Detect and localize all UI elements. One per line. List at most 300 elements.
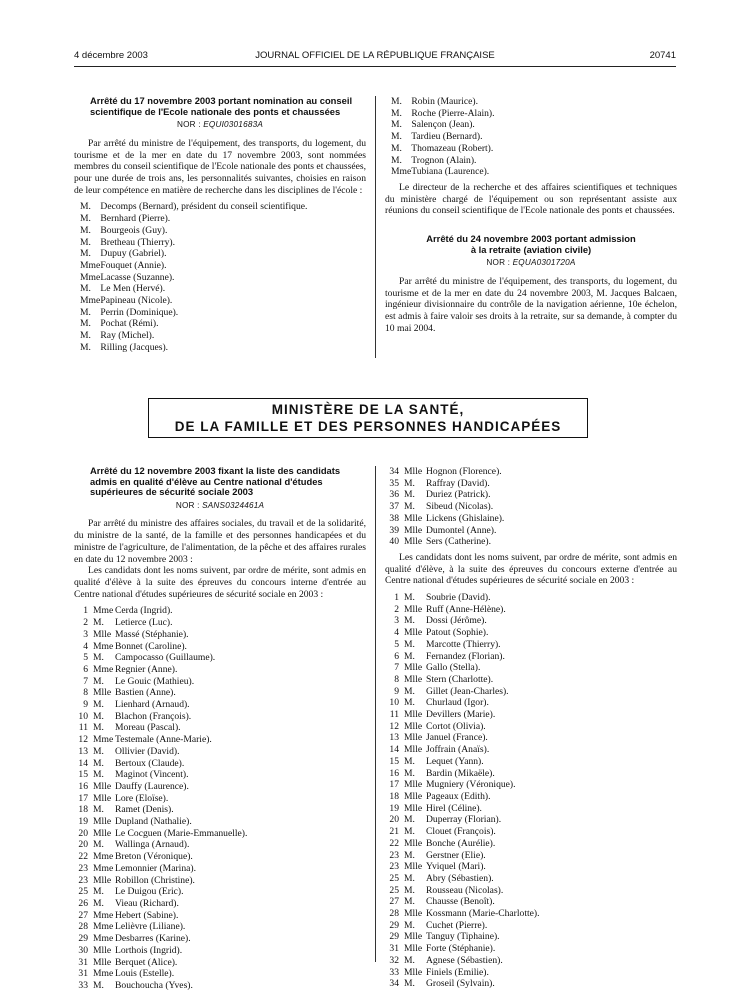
candidate-name: Raffray (David).	[426, 477, 490, 489]
candidate-name: Bertoux (Claude).	[115, 757, 185, 769]
civility: Mlle	[404, 779, 423, 791]
candidate-name: Dauffy (Laurence).	[115, 780, 189, 792]
candidate-name: Campocasso (Guillaume).	[115, 652, 216, 664]
member-entry	[74, 272, 366, 284]
civility: Mlle	[404, 744, 423, 756]
member-name: Trognon (Alain).	[411, 154, 477, 166]
rank-number: 10	[78, 710, 88, 722]
civility: M.	[93, 699, 104, 711]
header-journal-title: JOURNAL OFFICIEL DE LA RÉPUBLIQUE FRANÇAISE	[255, 50, 495, 61]
member-name: Dupuy (Gabriel).	[100, 248, 167, 260]
candidate-name: Ollivier (David).	[115, 745, 180, 757]
rank-number: 16	[78, 780, 88, 792]
civility: M.	[404, 919, 415, 931]
candidate-entry	[385, 732, 677, 744]
civility: M.	[80, 213, 91, 225]
candidate-name: Desbarres (Karine).	[115, 933, 191, 945]
civility: Mme	[80, 295, 101, 307]
civility: M.	[404, 592, 415, 604]
civility: M.	[93, 675, 104, 687]
candidate-entry	[74, 605, 366, 617]
candidate-name: Dupland (Nathalie).	[115, 816, 192, 828]
candidate-name: Breton (Véronique).	[115, 851, 193, 863]
candidate-entry	[74, 957, 366, 969]
candidate-entry	[385, 768, 677, 780]
civility: Mlle	[404, 943, 423, 955]
civility: M.	[93, 652, 104, 664]
rank-number: 21	[389, 826, 399, 838]
member-entry	[74, 318, 366, 330]
rank-number: 8	[83, 687, 88, 699]
civility: M.	[80, 341, 91, 353]
rank-number: 35	[389, 477, 399, 489]
candidate-entry	[385, 615, 677, 627]
rank-number: 9	[83, 699, 88, 711]
candidate-entry	[74, 851, 366, 863]
candidate-entry	[385, 791, 677, 803]
civility: Mlle	[404, 536, 423, 548]
member-name: Tubiana (Laurence).	[411, 166, 490, 178]
candidate-entry	[385, 489, 677, 501]
rank-number: 40	[389, 536, 399, 548]
candidate-entry	[385, 697, 677, 709]
civility: Mlle	[93, 780, 112, 792]
civility: M.	[404, 872, 415, 884]
article-retraite-nor	[385, 257, 677, 269]
candidate-entry	[385, 604, 677, 616]
rank-number: 29	[78, 933, 88, 945]
candidate-entry	[74, 722, 366, 734]
civility: M.	[391, 107, 402, 119]
rank-number: 33	[78, 979, 88, 991]
candidate-name: Stern (Charlotte).	[426, 673, 494, 685]
candidate-name: Patout (Sophie).	[426, 627, 489, 639]
candidate-name: Mugniery (Véronique).	[426, 779, 516, 791]
candidate-name: Churlaud (Igor).	[426, 697, 489, 709]
civility: Mlle	[404, 908, 423, 920]
rank-number: 20	[78, 839, 88, 851]
civility: M.	[404, 650, 415, 662]
candidate-entry	[74, 711, 366, 723]
rank-number: 5	[394, 638, 399, 650]
civility: M.	[93, 839, 104, 851]
candidate-entry	[385, 466, 677, 478]
rank-number: 27	[78, 909, 88, 921]
article-cnesss-paragraph-2: Les candidats dont les noms suivent, par ordre de mérite, sont admis en qualité d'élève à la suite des épreuves du concours interne d'entrée au Centre national d'études supérieures de sécurité sociale en 2003 :	[74, 565, 366, 600]
civility: Mlle	[93, 874, 112, 886]
members-list-continued	[385, 96, 677, 178]
nor-code: EQUI0301683A	[203, 120, 263, 130]
civility: M.	[93, 757, 104, 769]
rank-number: 14	[389, 744, 399, 756]
candidate-name: Tanguy (Tiphaine).	[426, 931, 500, 943]
civility: Mlle	[93, 687, 112, 699]
civility: Mlle	[404, 662, 423, 674]
candidate-name: Forte (Stéphanie).	[426, 943, 496, 955]
candidate-entry	[74, 945, 366, 957]
candidate-name: Lickens (Ghislaine).	[426, 512, 505, 524]
rank-number: 31	[78, 956, 88, 968]
candidate-name: Dossi (Jérôme).	[426, 615, 487, 627]
civility: M.	[391, 142, 402, 154]
civility: M.	[404, 978, 415, 990]
member-name: Roche (Pierre-Alain).	[411, 107, 495, 119]
candidate-name: Lelièvre (Liliane).	[115, 921, 186, 933]
rank-number: 23	[389, 849, 399, 861]
member-name: Lacasse (Suzanne).	[100, 271, 175, 283]
candidate-name: Joffrain (Anaïs).	[426, 744, 490, 756]
rank-number: 2	[394, 603, 399, 615]
candidate-name: Testemale (Anne-Marie).	[115, 734, 212, 746]
civility: Mlle	[93, 827, 112, 839]
candidate-name: Ruff (Anne-Hélène).	[426, 603, 506, 615]
member-name: Salençon (Jean).	[411, 119, 475, 131]
candidate-name: Devillers (Marie).	[426, 709, 496, 721]
member-name: Perrin (Dominique).	[100, 306, 179, 318]
civility: M.	[404, 501, 415, 513]
candidate-entry	[385, 756, 677, 768]
rank-number: 23	[78, 862, 88, 874]
candidate-name: Regnier (Anne).	[115, 663, 178, 675]
nor-label: NOR :	[177, 120, 201, 130]
candidate-name: Lemonnier (Marina).	[115, 862, 196, 874]
rank-number: 3	[83, 628, 88, 640]
member-entry	[74, 260, 366, 272]
member-entry	[74, 283, 366, 295]
candidate-name: Blachon (François).	[115, 710, 192, 722]
rank-number: 17	[78, 792, 88, 804]
civility: M.	[93, 897, 104, 909]
candidate-entry	[385, 686, 677, 698]
civility: M.	[404, 767, 415, 779]
candidate-name: Bonche (Aurélie).	[426, 837, 496, 849]
rank-number: 15	[78, 769, 88, 781]
rank-number: 31	[78, 968, 88, 980]
candidate-entry	[74, 699, 366, 711]
members-list	[74, 201, 366, 353]
article-cnesss	[74, 466, 366, 992]
civility: M.	[93, 979, 104, 991]
rank-number: 37	[389, 501, 399, 513]
candidate-name: Maginot (Vincent).	[115, 769, 189, 781]
candidate-entry	[74, 629, 366, 641]
civility: M.	[404, 814, 415, 826]
civility: Mme	[93, 909, 114, 921]
civility: M.	[93, 745, 104, 757]
rank-number: 39	[389, 524, 399, 536]
candidate-entry	[74, 898, 366, 910]
candidate-name: Fernandez (Florian).	[426, 650, 505, 662]
civility: M.	[404, 884, 415, 896]
rank-number: 23	[389, 861, 399, 873]
rank-number: 16	[389, 767, 399, 779]
candidate-name: Abry (Sébastien).	[426, 872, 494, 884]
article-retraite-paragraph: Par arrêté du ministre de l'équipement, des transports, du logement, du tourisme et de la mer en date du 24 novembre 2003, M. Jacques Balcaen, ingénieur divisionnaire du contrôle de la navigation aérienne, 10e échelon, est admis à faire valoir ses droits à la retraite, sur sa demande, à compter du 10 mai 2004.	[385, 275, 677, 334]
candidate-name: Berquet (Alice).	[115, 956, 178, 968]
nor-code: SANS0324461A	[202, 500, 265, 510]
rank-number: 18	[78, 804, 88, 816]
civility: Mme	[93, 968, 114, 980]
member-entry	[385, 166, 677, 178]
candidate-name: Soubrie (David).	[426, 592, 491, 604]
rank-number: 19	[389, 802, 399, 814]
candidate-entry	[385, 943, 677, 955]
article-cnesss-continued	[385, 466, 677, 990]
member-entry	[385, 155, 677, 167]
running-header	[74, 50, 676, 64]
candidate-entry	[385, 779, 677, 791]
civility: M.	[80, 248, 91, 260]
civility: M.	[80, 201, 91, 213]
candidate-name: Bastien (Anne).	[115, 687, 176, 699]
candidate-entry	[74, 687, 366, 699]
civility: M.	[404, 615, 415, 627]
rank-number: 4	[83, 640, 88, 652]
candidate-entry	[74, 734, 366, 746]
rank-number: 14	[78, 757, 88, 769]
member-name: Bourgeois (Guy).	[100, 224, 168, 236]
member-name: Fouquet (Annie).	[100, 259, 167, 271]
civility: M.	[391, 96, 402, 107]
candidate-entry	[74, 676, 366, 688]
rank-number: 20	[78, 827, 88, 839]
candidate-name: Cuchet (Pierre).	[426, 919, 488, 931]
candidate-name: Gillet (Jean-Charles).	[426, 685, 509, 697]
rank-number: 7	[394, 662, 399, 674]
candidate-entry	[385, 592, 677, 604]
candidate-entry	[74, 793, 366, 805]
ministry-name-line1: MINISTÈRE DE LA SANTÉ,	[271, 402, 465, 417]
member-entry	[385, 131, 677, 143]
civility: M.	[404, 849, 415, 861]
member-entry	[385, 143, 677, 155]
member-entry	[74, 295, 366, 307]
rank-number: 26	[78, 897, 88, 909]
rank-number: 13	[78, 745, 88, 757]
candidate-name: Ramet (Denis).	[115, 804, 174, 816]
member-entry	[74, 248, 366, 260]
header-date: 4 décembre 2003	[74, 50, 148, 61]
candidate-entry	[74, 769, 366, 781]
candidate-entry	[74, 664, 366, 676]
article-nomination-title: Arrêté du 17 novembre 2003 portant nomination au conseil scientifique de l'Ecole nationale des ponts et chaussées	[90, 95, 353, 117]
article-retraite-title-line2: à la retraite (aviation civile)	[470, 243, 592, 255]
candidate-entry	[385, 838, 677, 850]
candidate-entry	[385, 967, 677, 979]
civility: Mlle	[404, 861, 423, 873]
article-cnesss-title: Arrêté du 12 novembre 2003 fixant la liste des candidats admis en qualité d'élève au Centre national d'études supérieures de sécurité sociale 2003	[90, 465, 341, 498]
article-retraite-title	[385, 234, 677, 255]
header-page-number: 20741	[649, 50, 676, 61]
candidate-name: Lequet (Yann).	[426, 755, 484, 767]
candidate-name: Gerstner (Elie).	[426, 849, 486, 861]
rank-number: 2	[83, 617, 88, 629]
nor-label: NOR :	[486, 258, 511, 268]
rank-number: 25	[78, 886, 88, 898]
member-name: Bernhard (Pierre).	[100, 213, 171, 225]
rank-number: 33	[389, 966, 399, 978]
candidate-name: Yviquel (Mari).	[426, 861, 486, 873]
rank-number: 12	[389, 720, 399, 732]
candidate-name: Le Gouic (Mathieu).	[115, 675, 195, 687]
rank-number: 28	[78, 921, 88, 933]
rank-number: 9	[394, 685, 399, 697]
civility: M.	[93, 710, 104, 722]
civility: Mlle	[404, 720, 423, 732]
civility: Mlle	[404, 512, 423, 524]
rank-number: 23	[78, 874, 88, 886]
member-name: Ray (Michel).	[100, 330, 155, 342]
candidate-entry	[74, 804, 366, 816]
rank-number: 22	[389, 837, 399, 849]
candidate-name: Duriez (Patrick).	[426, 489, 491, 501]
nor-code: EQUA0301720A	[512, 258, 576, 268]
column-divider	[375, 96, 376, 358]
civility: M.	[80, 283, 91, 295]
civility: Mlle	[404, 603, 423, 615]
civility: Mlle	[404, 627, 423, 639]
candidate-entry	[74, 910, 366, 922]
ministry-name-line2: DE LA FAMILLE ET DES PERSONNES HANDICAPÉES	[174, 419, 562, 434]
candidate-name: Vieau (Richard).	[115, 897, 179, 909]
rank-number: 6	[394, 650, 399, 662]
candidate-entry	[385, 478, 677, 490]
article-nomination-closing: Le directeur de la recherche et des affaires scientifiques et techniques du ministère chargé de l'équipement ou son représentant assiste aux réunions du conseil scientifique de l'Ecole nationale des ponts et chaussées.	[385, 181, 677, 217]
civility: Mlle	[404, 732, 423, 744]
civility: M.	[80, 318, 91, 330]
civility: M.	[404, 896, 415, 908]
external-candidates-list	[385, 592, 677, 990]
candidate-name: Wallinga (Arnaud).	[115, 839, 190, 851]
civility: M.	[80, 224, 91, 236]
civility: M.	[391, 131, 402, 143]
member-name: Robin (Maurice).	[411, 96, 479, 107]
candidate-entry	[74, 921, 366, 933]
civility: Mme	[93, 663, 114, 675]
rank-number: 34	[389, 978, 399, 990]
candidate-entry	[385, 826, 677, 838]
candidate-name: Lienhard (Arnaud).	[115, 699, 190, 711]
candidate-entry	[385, 501, 677, 513]
rank-number: 1	[394, 592, 399, 604]
candidate-name: Chausse (Benoît).	[426, 896, 495, 908]
candidate-name: Robillon (Christine).	[115, 874, 195, 886]
civility: Mlle	[404, 802, 423, 814]
rank-number: 18	[389, 790, 399, 802]
civility: M.	[404, 954, 415, 966]
civility: M.	[404, 755, 415, 767]
civility: Mme	[80, 271, 101, 283]
candidate-name: Bonnet (Caroline).	[115, 640, 187, 652]
candidate-entry	[74, 746, 366, 758]
article-nomination	[74, 96, 366, 354]
rank-number: 6	[83, 663, 88, 675]
rank-number: 31	[389, 943, 399, 955]
candidate-entry	[74, 839, 366, 851]
candidate-entry	[385, 525, 677, 537]
rank-number: 25	[389, 884, 399, 896]
candidate-name: Hirel (Céline).	[426, 802, 482, 814]
civility: M.	[404, 826, 415, 838]
rank-number: 15	[389, 755, 399, 767]
candidate-entry	[385, 627, 677, 639]
civility: Mme	[93, 933, 114, 945]
civility: Mme	[93, 640, 114, 652]
candidate-entry	[385, 861, 677, 873]
candidate-entry	[385, 850, 677, 862]
member-entry	[385, 96, 677, 108]
rank-number: 32	[389, 954, 399, 966]
candidate-name: Bouchoucha (Yves).	[115, 979, 193, 991]
article-nomination-nor	[74, 119, 366, 131]
civility: M.	[404, 685, 415, 697]
rank-number: 25	[389, 872, 399, 884]
candidate-entry	[74, 886, 366, 898]
rank-number: 10	[389, 697, 399, 709]
article-cnesss-nor	[74, 500, 366, 512]
member-name: Le Men (Hervé).	[100, 283, 166, 295]
civility: M.	[80, 306, 91, 318]
civility: M.	[93, 722, 104, 734]
candidate-entry	[74, 863, 366, 875]
candidate-name: Januel (France).	[426, 732, 488, 744]
candidate-name: Rousseau (Nicolas).	[426, 884, 504, 896]
candidate-name: Finiels (Emilie).	[426, 966, 489, 978]
candidate-name: Cortot (Olivia).	[426, 720, 486, 732]
member-entry	[74, 213, 366, 225]
civility: Mlle	[93, 944, 112, 956]
candidate-entry	[74, 758, 366, 770]
civility: M.	[93, 804, 104, 816]
civility: Mlle	[93, 792, 112, 804]
candidate-name: Gallo (Stella).	[426, 662, 481, 674]
rank-number: 30	[78, 944, 88, 956]
candidate-entry	[385, 709, 677, 721]
civility: Mlle	[404, 837, 423, 849]
rank-number: 11	[78, 722, 88, 734]
rank-number: 29	[389, 919, 399, 931]
candidate-name: Sers (Catherine).	[426, 536, 492, 548]
civility: Mme	[93, 734, 114, 746]
civility: Mlle	[404, 524, 423, 536]
civility: Mlle	[404, 466, 423, 477]
rank-number: 29	[389, 931, 399, 943]
candidate-entry	[385, 873, 677, 885]
rank-number: 1	[83, 605, 88, 617]
candidate-entry	[385, 955, 677, 967]
member-entry	[385, 108, 677, 120]
candidate-name: Massé (Stéphanie).	[115, 628, 189, 640]
rank-number: 11	[389, 709, 399, 721]
civility: M.	[80, 236, 91, 248]
candidate-entry	[385, 978, 677, 990]
candidate-entry	[385, 931, 677, 943]
member-name: Rilling (Jacques).	[100, 341, 169, 353]
member-entry	[74, 307, 366, 319]
civility: Mlle	[404, 790, 423, 802]
candidate-name: Louis (Estelle).	[115, 968, 175, 980]
rank-number: 27	[389, 896, 399, 908]
candidate-entry	[74, 816, 366, 828]
member-entry	[74, 342, 366, 354]
candidate-name: Le Cocguen (Marie-Emmanuelle).	[115, 827, 248, 839]
internal-candidates-list-continued	[385, 466, 677, 548]
candidate-name: Dumontel (Anne).	[426, 524, 497, 536]
candidate-name: Kossmann (Marie-Charlotte).	[426, 908, 540, 920]
civility: M.	[404, 638, 415, 650]
civility: M.	[404, 489, 415, 501]
civility: Mlle	[93, 628, 112, 640]
